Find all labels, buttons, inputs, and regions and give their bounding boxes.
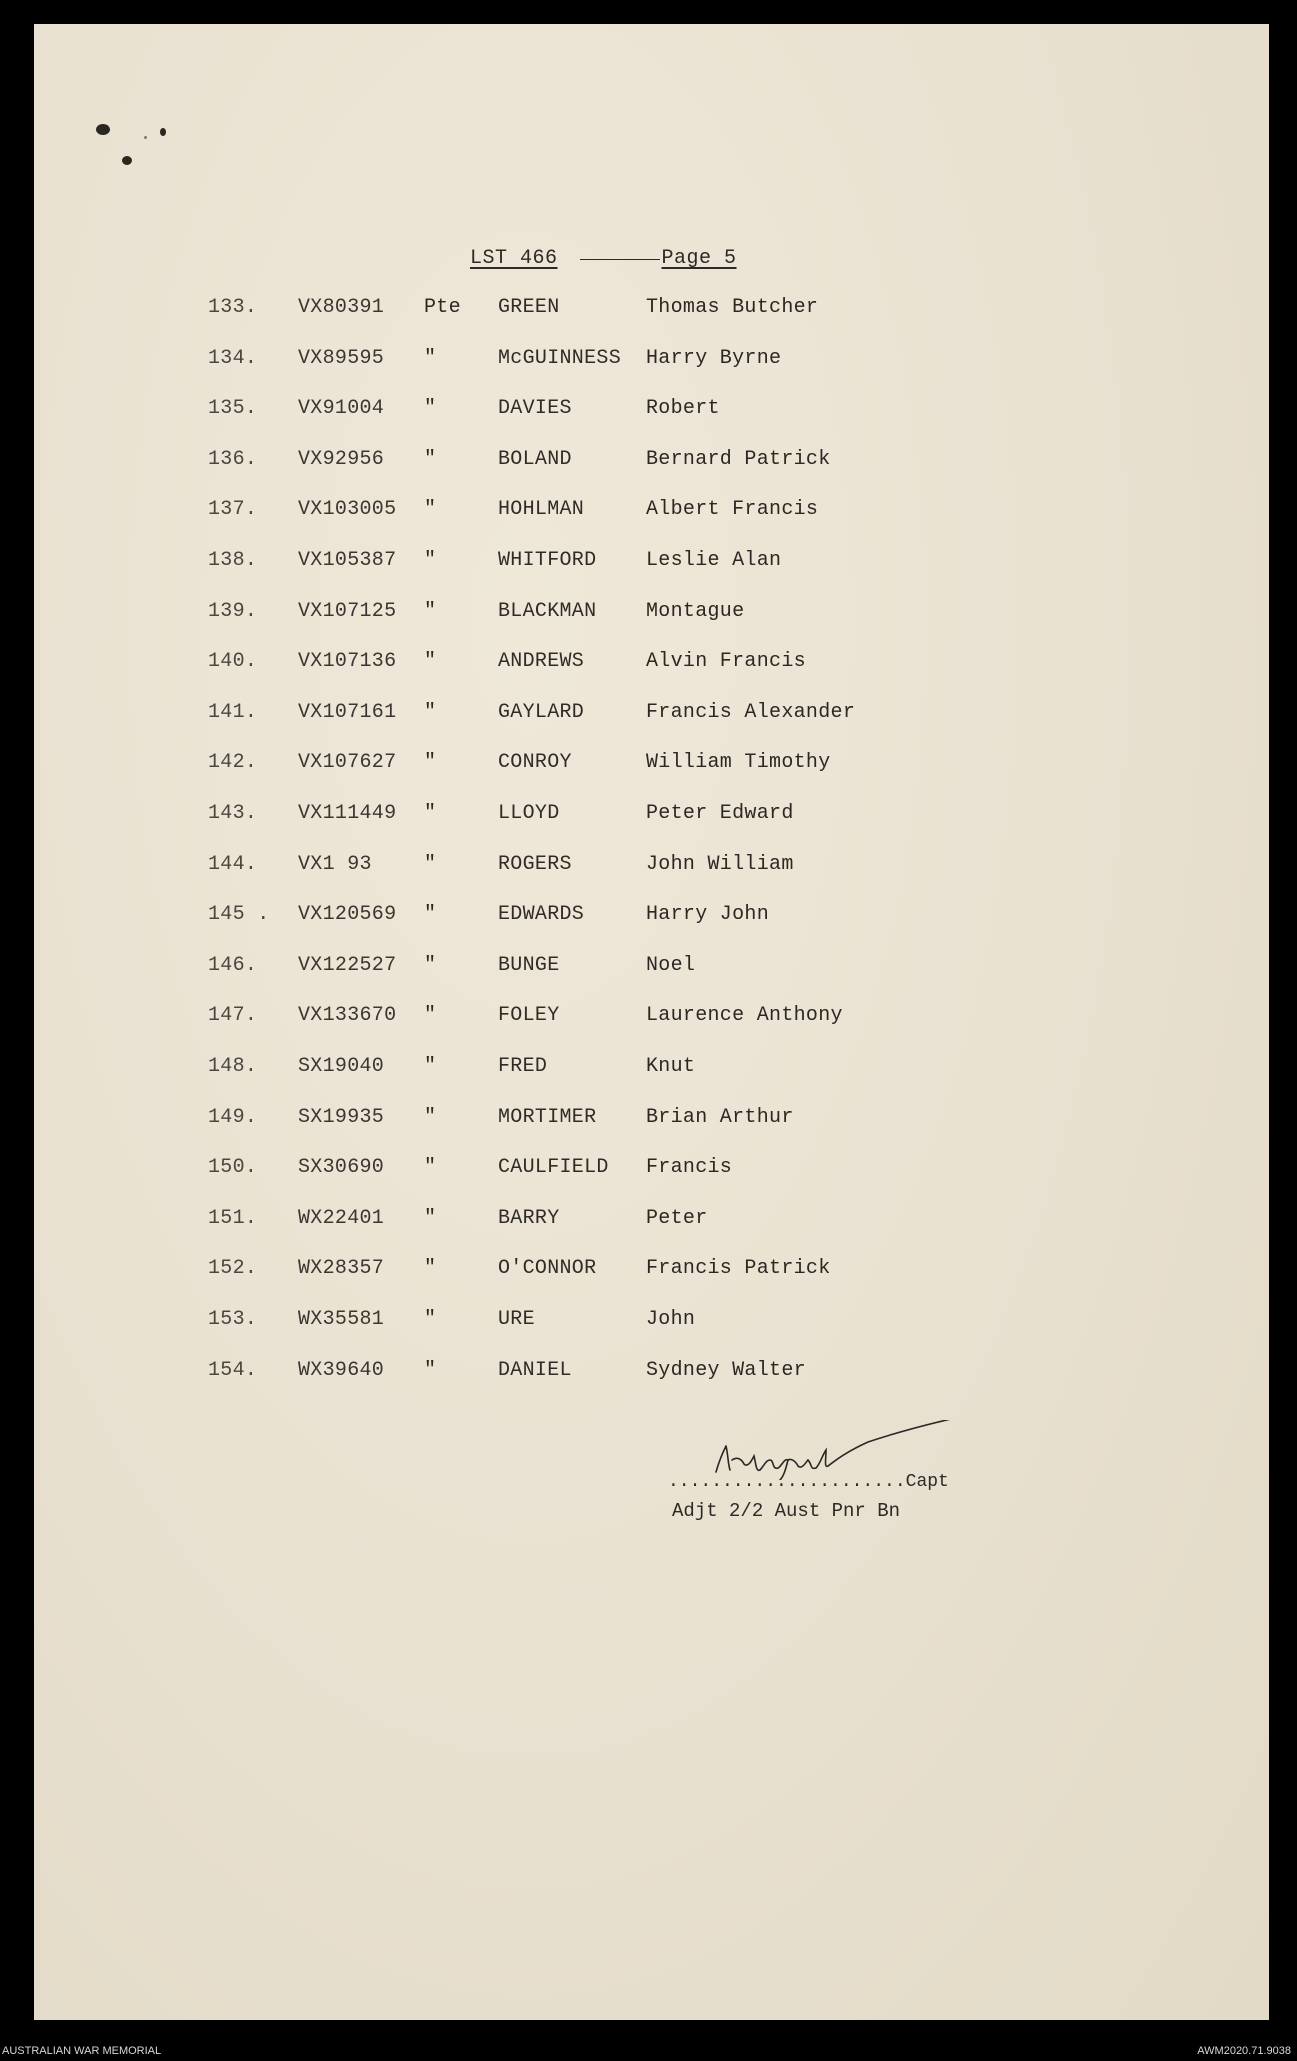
surname: ANDREWS xyxy=(498,650,585,673)
given-names: Montague xyxy=(646,600,745,623)
entry-number: 141. xyxy=(208,701,258,724)
entry-number: 143. xyxy=(208,802,258,825)
given-names: Sydney Walter xyxy=(646,1359,806,1382)
roll-entry-row xyxy=(0,751,1297,781)
surname: BOLAND xyxy=(498,448,572,471)
rank: " xyxy=(424,1308,437,1331)
given-names: Francis xyxy=(646,1156,733,1179)
rank: " xyxy=(424,954,437,977)
service-number: VX1 93 xyxy=(298,853,372,876)
rank: " xyxy=(424,701,437,724)
service-number: VX91004 xyxy=(298,397,385,420)
given-names: Brian Arthur xyxy=(646,1106,794,1129)
roll-entry-row xyxy=(0,1106,1297,1136)
surname: BUNGE xyxy=(498,954,560,977)
service-number: VX103005 xyxy=(298,498,397,521)
entry-number: 145 . xyxy=(208,903,270,926)
entry-number: 140. xyxy=(208,650,258,673)
rank: " xyxy=(424,903,437,926)
roll-entry-row xyxy=(0,549,1297,579)
entry-number: 150. xyxy=(208,1156,258,1179)
given-names: Thomas Butcher xyxy=(646,296,819,319)
roll-entry-row xyxy=(0,853,1297,883)
given-names: Peter xyxy=(646,1207,708,1230)
surname: FRED xyxy=(498,1055,548,1078)
surname: BLACKMAN xyxy=(498,600,597,623)
rank: " xyxy=(424,1106,437,1129)
entry-number: 134. xyxy=(208,347,258,370)
service-number: SX30690 xyxy=(298,1156,385,1179)
roll-entry-row xyxy=(0,802,1297,832)
signature-block xyxy=(668,1420,1008,1530)
surname: URE xyxy=(498,1308,535,1331)
entry-number: 149. xyxy=(208,1106,258,1129)
given-names: William Timothy xyxy=(646,751,831,774)
surname: ROGERS xyxy=(498,853,572,876)
entry-number: 151. xyxy=(208,1207,258,1230)
service-number: SX19935 xyxy=(298,1106,385,1129)
surname: GAYLARD xyxy=(498,701,585,724)
rank: " xyxy=(424,1055,437,1078)
handwritten-signature xyxy=(668,1420,988,1480)
roll-entry-row xyxy=(0,448,1297,478)
given-names: Robert xyxy=(646,397,720,420)
roll-entry-row xyxy=(0,1055,1297,1085)
service-number: VX122527 xyxy=(298,954,397,977)
surname: McGUINNESS xyxy=(498,347,622,370)
signature-dotted-line: ......................Capt xyxy=(668,1472,949,1492)
roll-entry-row xyxy=(0,1156,1297,1186)
given-names: Knut xyxy=(646,1055,696,1078)
rank: " xyxy=(424,1257,437,1280)
surname: EDWARDS xyxy=(498,903,585,926)
surname: CAULFIELD xyxy=(498,1156,609,1179)
list-id: LST 466 xyxy=(470,247,558,270)
rank: " xyxy=(424,1207,437,1230)
surname: LLOYD xyxy=(498,802,560,825)
page-number: Page 5 xyxy=(661,247,737,270)
roll-entry-row xyxy=(0,397,1297,427)
roll-entry-row xyxy=(0,954,1297,984)
service-number: VX133670 xyxy=(298,1004,397,1027)
service-number: WX39640 xyxy=(298,1359,385,1382)
rank: " xyxy=(424,751,437,774)
given-names: Francis Patrick xyxy=(646,1257,831,1280)
roll-entry-row xyxy=(0,1308,1297,1338)
rank: " xyxy=(424,853,437,876)
service-number: WX35581 xyxy=(298,1308,385,1331)
entry-number: 137. xyxy=(208,498,258,521)
given-names: Albert Francis xyxy=(646,498,819,521)
rank: " xyxy=(424,549,437,572)
service-number: VX111449 xyxy=(298,802,397,825)
page-header xyxy=(470,247,737,270)
rank: Pte xyxy=(424,296,461,319)
surname: WHITFORD xyxy=(498,549,597,572)
roll-entry-row xyxy=(0,1004,1297,1034)
service-number: VX107125 xyxy=(298,600,397,623)
service-number: SX19040 xyxy=(298,1055,385,1078)
rank: " xyxy=(424,498,437,521)
roll-entry-row xyxy=(0,296,1297,326)
ink-blot-mark xyxy=(160,128,166,136)
entry-number: 144. xyxy=(208,853,258,876)
rank: " xyxy=(424,397,437,420)
entry-number: 135. xyxy=(208,397,258,420)
given-names: Harry Byrne xyxy=(646,347,782,370)
entry-number: 142. xyxy=(208,751,258,774)
rank: " xyxy=(424,650,437,673)
footer-reference: AWM2020.71.9038 xyxy=(1197,2045,1291,2057)
surname: HOHLMAN xyxy=(498,498,585,521)
rank: " xyxy=(424,1156,437,1179)
given-names: Peter Edward xyxy=(646,802,794,825)
given-names: John William xyxy=(646,853,794,876)
given-names: Harry John xyxy=(646,903,770,926)
surname: DAVIES xyxy=(498,397,572,420)
surname: GREEN xyxy=(498,296,560,319)
service-number: VX80391 xyxy=(298,296,385,319)
given-names: Noel xyxy=(646,954,696,977)
given-names: Francis Alexander xyxy=(646,701,856,724)
entry-number: 146. xyxy=(208,954,258,977)
entry-number: 136. xyxy=(208,448,258,471)
given-names: Leslie Alan xyxy=(646,549,782,572)
rank: " xyxy=(424,347,437,370)
surname: CONROY xyxy=(498,751,572,774)
service-number: WX28357 xyxy=(298,1257,385,1280)
entry-number: 139. xyxy=(208,600,258,623)
entry-number: 133. xyxy=(208,296,258,319)
given-names: Alvin Francis xyxy=(646,650,806,673)
service-number: VX120569 xyxy=(298,903,397,926)
service-number: VX89595 xyxy=(298,347,385,370)
service-number: VX92956 xyxy=(298,448,385,471)
ink-blot-mark xyxy=(144,136,147,139)
signatory-title: Adjt 2/2 Aust Pnr Bn xyxy=(672,1500,901,1522)
ink-blot-mark xyxy=(122,156,132,165)
footer-institution: AUSTRALIAN WAR MEMORIAL xyxy=(2,2045,162,2057)
surname: BARRY xyxy=(498,1207,560,1230)
ink-blot-mark xyxy=(96,124,110,135)
roll-entry-row xyxy=(0,1359,1297,1389)
given-names: Laurence Anthony xyxy=(646,1004,843,1027)
entry-number: 153. xyxy=(208,1308,258,1331)
service-number: VX107136 xyxy=(298,650,397,673)
roll-entry-row xyxy=(0,701,1297,731)
roll-entry-row xyxy=(0,498,1297,528)
roll-entry-row xyxy=(0,1257,1297,1287)
surname: O'CONNOR xyxy=(498,1257,597,1280)
surname: DANIEL xyxy=(498,1359,572,1382)
rank: " xyxy=(424,1359,437,1382)
roll-entry-row xyxy=(0,650,1297,680)
surname: FOLEY xyxy=(498,1004,560,1027)
roll-entry-row xyxy=(0,1207,1297,1237)
roll-entry-row xyxy=(0,347,1297,377)
rank: " xyxy=(424,600,437,623)
given-names: John xyxy=(646,1308,696,1331)
roll-entry-row xyxy=(0,600,1297,630)
entry-number: 147. xyxy=(208,1004,258,1027)
rank: " xyxy=(424,448,437,471)
service-number: VX107627 xyxy=(298,751,397,774)
roll-entry-row xyxy=(0,903,1297,933)
given-names: Bernard Patrick xyxy=(646,448,831,471)
service-number: VX105387 xyxy=(298,549,397,572)
rank: " xyxy=(424,1004,437,1027)
entry-number: 148. xyxy=(208,1055,258,1078)
header-rule xyxy=(580,258,660,260)
service-number: WX22401 xyxy=(298,1207,385,1230)
service-number: VX107161 xyxy=(298,701,397,724)
entry-number: 154. xyxy=(208,1359,258,1382)
rank: " xyxy=(424,802,437,825)
entry-number: 152. xyxy=(208,1257,258,1280)
surname: MORTIMER xyxy=(498,1106,597,1129)
entry-number: 138. xyxy=(208,549,258,572)
